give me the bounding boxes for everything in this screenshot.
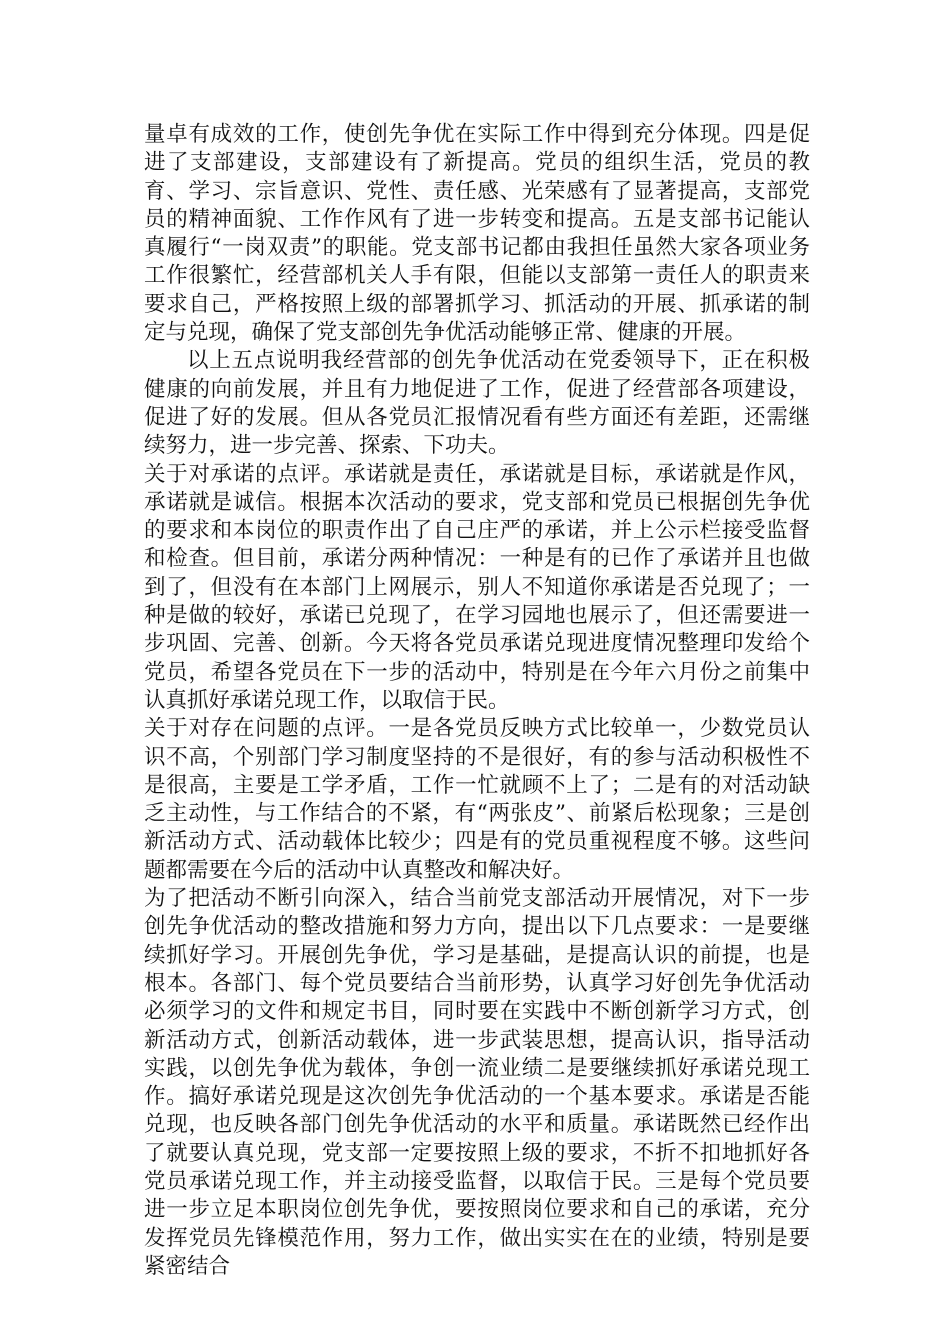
paragraph-summary: 以上五点说明我经营部的创先争优活动在党委领导下，正在积极健康的向前发展，并且有力地促进了工作，促进了经营部各项建设，促进了好的发展。但从各党员汇报情况看有些方面还有差距，还需继续努力，进一步完善、探索、下功夫。 (144, 348, 810, 459)
document-body (144, 121, 810, 1281)
paragraph-commitments: 关于对承诺的点评。承诺就是责任，承诺就是目标，承诺就是作风，承诺就是诚信。根据本次活动的要求，党支部和党员已根据创先争优的要求和本岗位的职责作出了自己庄严的承诺，并上公示栏接受监督和检查。但目前，承诺分两种情况：一种是有的已作了承诺并且也做到了，但没有在本部门上网展示，别人不知道你承诺是否兑现了；一种是做的较好，承诺已兑现了，在学习园地也展示了，但还需要进一步巩固、完善、创新。今天将各党员承诺兑现进度情况整理印发给个党员，希望各党员在下一步的活动中，特别是在今年六月份之前集中认真抓好承诺兑现工作，以取信于民。 (144, 461, 810, 713)
paragraph-problems: 关于对存在问题的点评。一是各党员反映方式比较单一，少数党员认识不高，个别部门学习制度坚持的不是很好，有的参与活动积极性不是很高，主要是工学矛盾，工作一忙就顾不上了；二是有的对活动缺乏主动性，与工作结合的不紧，有“两张皮”、前紧后松现象；三是创新活动方式、活动载体比较少；四是有的党员重视程度不够。这些问题都需要在今后的活动中认真整改和解决好。 (144, 716, 810, 883)
paragraph-achievements: 量卓有成效的工作，使创先争优在实际工作中得到充分体现。四是促进了支部建设，支部建设有了新提高。党员的组织生活，党员的教育、学习、宗旨意识、党性、责任感、光荣感有了显著提高，支部党员的精神面貌、工作作风有了进一步转变和提高。五是支部书记能认真履行“一岗双责”的职能。党支部书记都由我担任虽然大家各项业务工作很繁忙，经营部机关人手有限，但能以支部第一责任人的职责来要求自己，严格按照上级的部署抓学习、抓活动的开展、抓承诺的制定与兑现，确保了党支部创先争优活动能够正常、健康的开展。 (144, 122, 810, 346)
paragraph-requirements: 为了把活动不断引向深入，结合当前党支部活动开展情况，对下一步创先争优活动的整改措施和努力方向，提出以下几点要求：一是要继续抓好学习。开展创先争优，学习是基础，是提高认识的前提，也是根本。各部门、每个党员要结合当前形势，认真学习好创先争优活动必须学习的文件和规定书目，同时要在实践中不断创新学习方式，创新活动方式，创新活动载体，进一步武装思想，提高认识，指导活动实践，以创先争优为载体，争创一流业绩二是要继续抓好承诺兑现工作。搞好承诺兑现是这次创先争优活动的一个基本要求。承诺是否能兑现，也反映各部门创先争优活动的水平和质量。承诺既然已经作出了就要认真兑现，党支部一定要按照上级的要求，不折不扣地抓好各党员承诺兑现工作，并主动接受监督，以取信于民。三是每个党员要进一步立足本职岗位创先争优，要按照岗位要求和自己的承诺，充分发挥党员先锋模范作用，努力工作，做出实实在在的业绩，特别是要紧密结合 (144, 886, 810, 1279)
